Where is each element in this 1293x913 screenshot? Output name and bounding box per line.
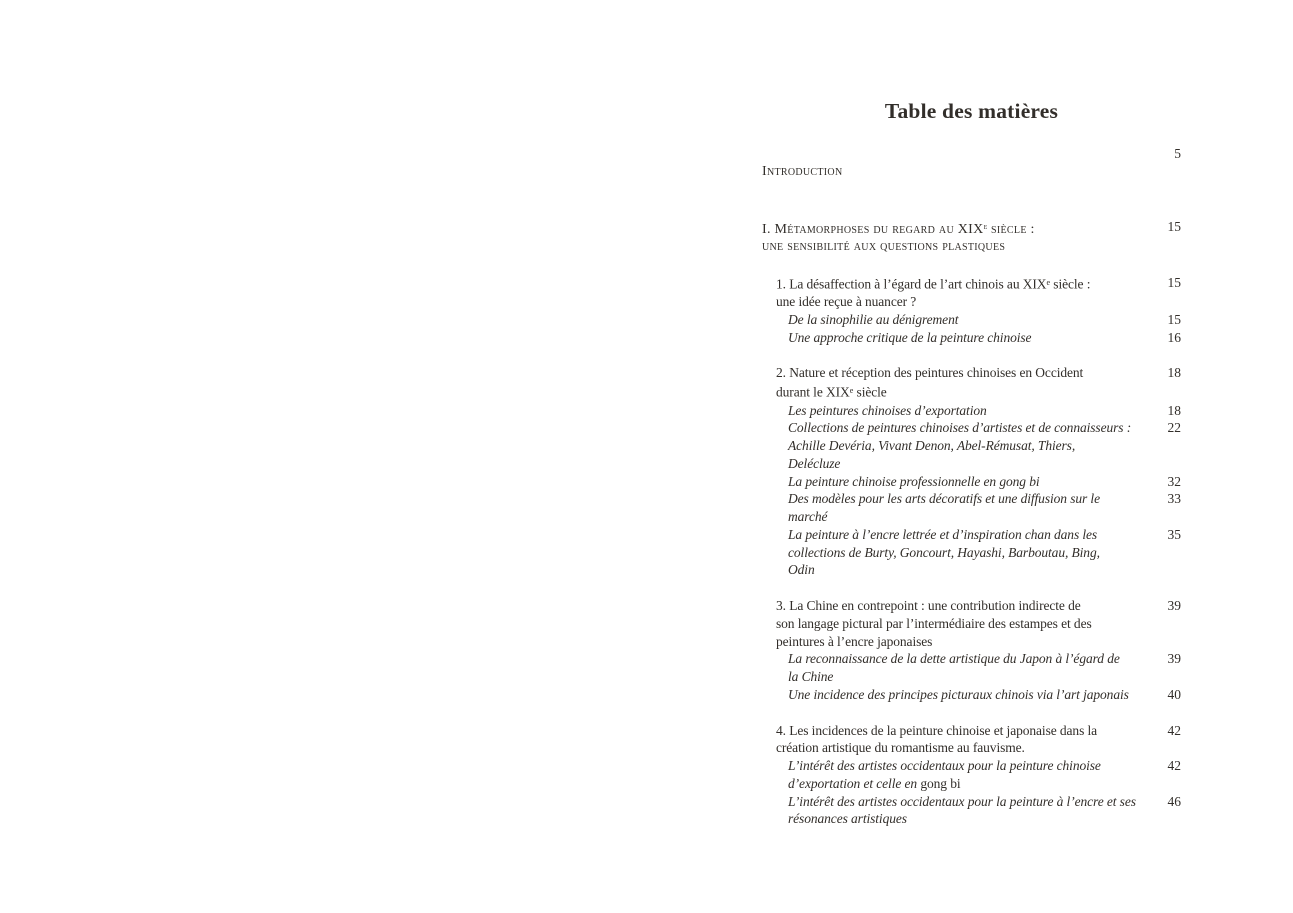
table-of-contents [762, 0, 1181, 828]
toc-entry-text [762, 329, 1155, 347]
toc-sub [762, 402, 1181, 420]
text-run: La peinture à l’encre lettrée et d’inspiration chan dans les [788, 526, 1098, 542]
toc-line [788, 311, 1155, 329]
toc-sub [762, 686, 1181, 704]
text-run: I. Métamorphoses du regard au XIX [762, 221, 984, 237]
text-run: Une approche critique de la peinture chinoise [788, 329, 1032, 345]
toc-page-number: 42 [1167, 758, 1181, 774]
toc-entry-text [762, 364, 1155, 401]
text-run: d’exportation et celle en [788, 775, 921, 791]
text-run: collections de Burty, Goncourt, Hayashi, Barboutau, Bing, [788, 544, 1100, 560]
text-run: La reconnaissance de la dette artistique du Japon à l’égard de [788, 651, 1120, 667]
toc-line [788, 455, 1155, 473]
text-run: résonances artistiques [788, 811, 907, 827]
toc-entry-text [762, 163, 1155, 181]
text-run: une idée reçue à nuancer ? [776, 294, 917, 310]
toc-page-number: 35 [1167, 526, 1181, 542]
text-run: 2. Nature et réception des peintures chinoises en Occident [776, 365, 1084, 381]
toc-chapter [762, 163, 1181, 181]
text-run: durant le XIX [776, 384, 850, 400]
toc-page-number: 22 [1167, 420, 1181, 436]
toc-line [762, 238, 1155, 256]
text-run: Delécluze [788, 455, 841, 471]
toc-entry-text [762, 311, 1155, 329]
toc-entry-text [762, 274, 1155, 311]
toc-line [788, 686, 1155, 704]
toc-line [788, 508, 1155, 526]
toc-entry-text [762, 473, 1155, 491]
toc-page-number: 18 [1167, 365, 1181, 381]
toc-line [788, 810, 1155, 828]
toc-sub [762, 650, 1181, 686]
toc-page-number: 33 [1167, 491, 1181, 507]
toc-sub [762, 757, 1181, 793]
text-run: marché [788, 509, 828, 525]
toc-page-number: 15 [1167, 311, 1181, 327]
superscript-run: e [983, 221, 988, 231]
toc-line [788, 544, 1155, 562]
toc-sub [762, 419, 1181, 472]
toc-entry-text [762, 650, 1155, 686]
text-run: Introduction [762, 163, 843, 179]
toc-page-number: 32 [1167, 473, 1181, 489]
text-run: Une incidence des principes picturaux chinois via l’art japonais [788, 686, 1129, 702]
toc-line [788, 419, 1155, 437]
toc-sub [762, 526, 1181, 579]
toc-line [776, 722, 1155, 740]
text-run: 4. Les incidences de la peinture chinoise et japonaise dans la [776, 722, 1098, 738]
toc-line [776, 382, 1155, 401]
toc-entry-text [762, 722, 1155, 758]
page-title: Table des matières [884, 99, 1059, 123]
text-run: L’intérêt des artistes occidentaux pour la peinture à l’encre et ses [788, 793, 1136, 809]
toc-sub [762, 329, 1181, 347]
toc-page-number: 15 [1167, 218, 1181, 234]
text-run: La peinture chinoise professionnelle en gong bi [788, 473, 1040, 489]
toc-chapter [762, 218, 1181, 256]
toc-line [788, 757, 1155, 775]
toc-entry [762, 722, 1181, 758]
toc-line [776, 364, 1155, 382]
text-run: gong bi [920, 775, 961, 791]
text-run: Collections de peintures chinoises d’artistes et de connaisseurs : [788, 420, 1132, 436]
toc-entry [762, 364, 1181, 401]
toc-sub [762, 490, 1181, 526]
text-run: une sensibilité aux questions plastiques [762, 239, 1006, 255]
toc-page-number: 42 [1167, 722, 1181, 738]
text-run: siècle : [987, 221, 1035, 237]
toc-line [788, 668, 1155, 686]
text-run: la Chine [788, 669, 834, 685]
toc-line [788, 775, 1155, 793]
toc-line [788, 437, 1155, 455]
toc-line [776, 293, 1155, 311]
toc-page-number: 18 [1167, 402, 1181, 418]
toc-entry-text [762, 218, 1155, 256]
toc-sub [762, 311, 1181, 329]
toc-entry [762, 274, 1181, 311]
superscript-run: e [1046, 277, 1051, 287]
toc-line [788, 793, 1155, 811]
toc-line [776, 597, 1155, 615]
toc-line [788, 650, 1155, 668]
toc-entry-text [762, 402, 1155, 420]
toc-entry-text [762, 597, 1155, 650]
toc-entry-text [762, 490, 1155, 526]
text-run: Des modèles pour les arts décoratifs et une diffusion sur le [788, 491, 1100, 507]
toc-page-number: 46 [1167, 793, 1181, 809]
text-run: siècle : [1050, 276, 1091, 292]
toc-line [762, 163, 1155, 181]
toc-page-number: 15 [1167, 274, 1181, 290]
toc-page-number: 16 [1167, 329, 1181, 345]
toc-entry-text [762, 419, 1155, 472]
toc-line [776, 633, 1155, 651]
toc-line [776, 739, 1155, 757]
toc-line [776, 274, 1155, 293]
text-run: L’intérêt des artistes occidentaux pour la peinture chinoise [788, 758, 1101, 774]
toc-number-line [762, 145, 1181, 163]
toc-line [762, 218, 1155, 239]
toc-entry-text [762, 526, 1155, 579]
text-run: son langage pictural par l’intermédiaire des estampes et des [776, 615, 1092, 631]
toc-line [788, 561, 1155, 579]
text-run: Achille Devéria, Vivant Denon, Abel-Rémusat, Thiers, [788, 438, 1076, 454]
text-run: 1. La désaffection à l’égard de l’art chinois au XIX [776, 276, 1047, 292]
text-run: création artistique du romantisme au fauvisme. [776, 740, 1025, 756]
toc-list [762, 145, 1181, 828]
text-run: Odin [788, 562, 815, 578]
toc-entry [762, 597, 1181, 650]
text-run: Les peintures chinoises d’exportation [788, 402, 987, 418]
toc-page-number: 39 [1167, 598, 1181, 614]
toc-line [788, 526, 1155, 544]
superscript-run: e [849, 386, 854, 396]
toc-line [788, 473, 1155, 491]
toc-entry-text [762, 686, 1155, 704]
toc-page-number: 39 [1167, 651, 1181, 667]
toc-line [788, 490, 1155, 508]
text-run: De la sinophilie au dénigrement [788, 311, 959, 327]
toc-entry-text [762, 793, 1155, 829]
toc-sub [762, 793, 1181, 829]
text-run: 3. La Chine en contrepoint : une contribution indirecte de [776, 598, 1081, 614]
toc-page-number: 40 [1167, 686, 1181, 702]
toc-line [788, 402, 1155, 420]
toc-sub [762, 473, 1181, 491]
text-run: siècle [853, 384, 887, 400]
toc-entry-text [762, 757, 1155, 793]
text-run: peintures à l’encre japonaises [776, 633, 933, 649]
toc-page-number: 5 [1174, 146, 1181, 161]
toc-line [776, 615, 1155, 633]
toc-line [788, 329, 1155, 347]
